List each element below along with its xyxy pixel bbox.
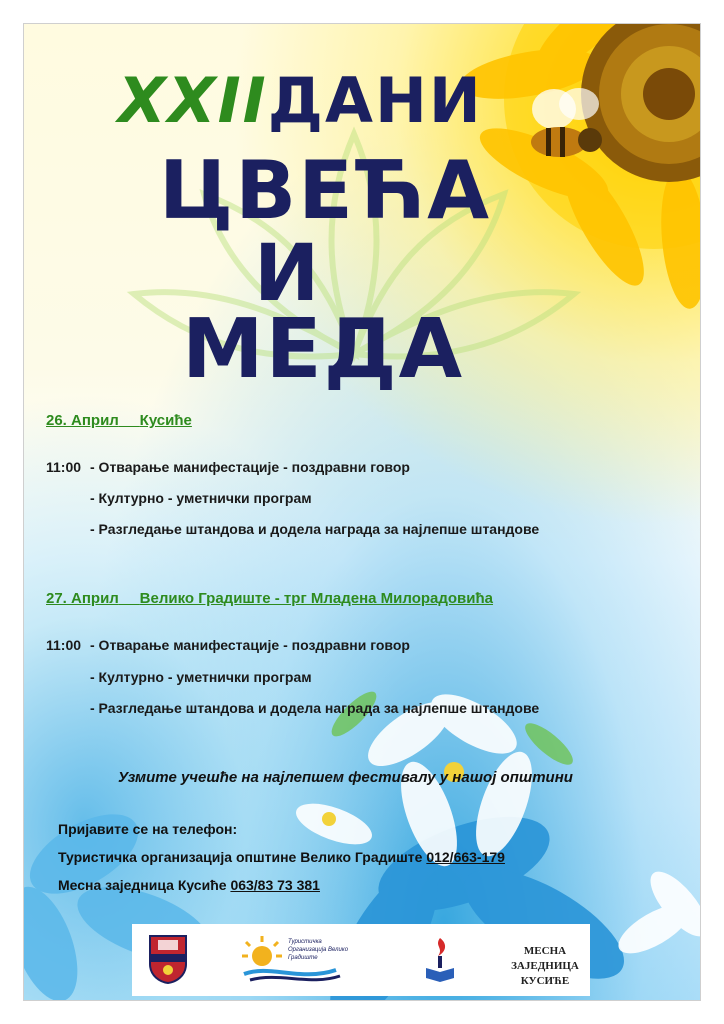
mz-logo-text xyxy=(500,944,590,989)
day1-date: 26. Април xyxy=(46,412,119,429)
org1-phone: 012/663-179 xyxy=(426,849,505,865)
day2-date-heading xyxy=(46,590,493,607)
day1-item-2: - Културно - уметнички програм xyxy=(90,490,312,506)
day2-item-3: - Разгледање штандова и додела награда за најлепше штандове xyxy=(90,700,540,716)
torch-book-logo-icon xyxy=(422,934,458,984)
sunflower-icon xyxy=(456,24,700,311)
day2-time: 11:00 xyxy=(46,637,82,653)
contact-heading: Пријавите се на телефон: xyxy=(58,821,238,837)
contact-line-1 xyxy=(58,849,505,865)
coat-of-arms-icon xyxy=(148,934,188,984)
contact-line-2 xyxy=(58,877,320,893)
day1-item-3: - Разгледање штандова и додела награда за најлепше штандове xyxy=(90,521,540,537)
day1-place: Кусиће xyxy=(139,412,192,429)
title-line-1 xyxy=(118,64,483,137)
title-line-3: И xyxy=(254,229,322,319)
title-word-dani: ДАНИ xyxy=(267,64,483,137)
day2-date: 27. Април xyxy=(46,590,119,607)
day2-place: Велико Градиште - трг Младена Милорадовића xyxy=(139,590,494,607)
org2-name: Месна заједница Кусиће xyxy=(58,877,227,893)
title-line-4: МЕДА xyxy=(182,302,465,397)
day2-item-1: - Отварање манифестације - поздравни говор xyxy=(90,637,410,653)
org2-phone: 063/83 73 381 xyxy=(230,877,320,893)
poster xyxy=(24,24,700,1000)
day1-date-heading xyxy=(46,412,192,429)
day1-time: 11:00 xyxy=(46,459,82,475)
mz-line-1: МЕСНА ЗАЈЕДНИЦА xyxy=(511,945,579,972)
edition-number: XXII xyxy=(118,64,268,137)
tourism-logo-text: Туристичка Организација Велико Градиште xyxy=(288,939,349,961)
title-line-2: ЦВЕЋА xyxy=(159,144,492,237)
org1-name: Туристичка организација општине Велико Градиште xyxy=(58,849,423,865)
day1-item-1: - Отварање манифестације - поздравни говор xyxy=(90,459,410,475)
day2-item-2: - Културно - уметнички програм xyxy=(90,669,312,685)
mz-line-2: КУСИЋЕ xyxy=(520,975,570,987)
callout-text: Узмите учешће на најлепшем фестивалу у нашој општини xyxy=(118,769,573,786)
logos-bar xyxy=(132,924,590,996)
